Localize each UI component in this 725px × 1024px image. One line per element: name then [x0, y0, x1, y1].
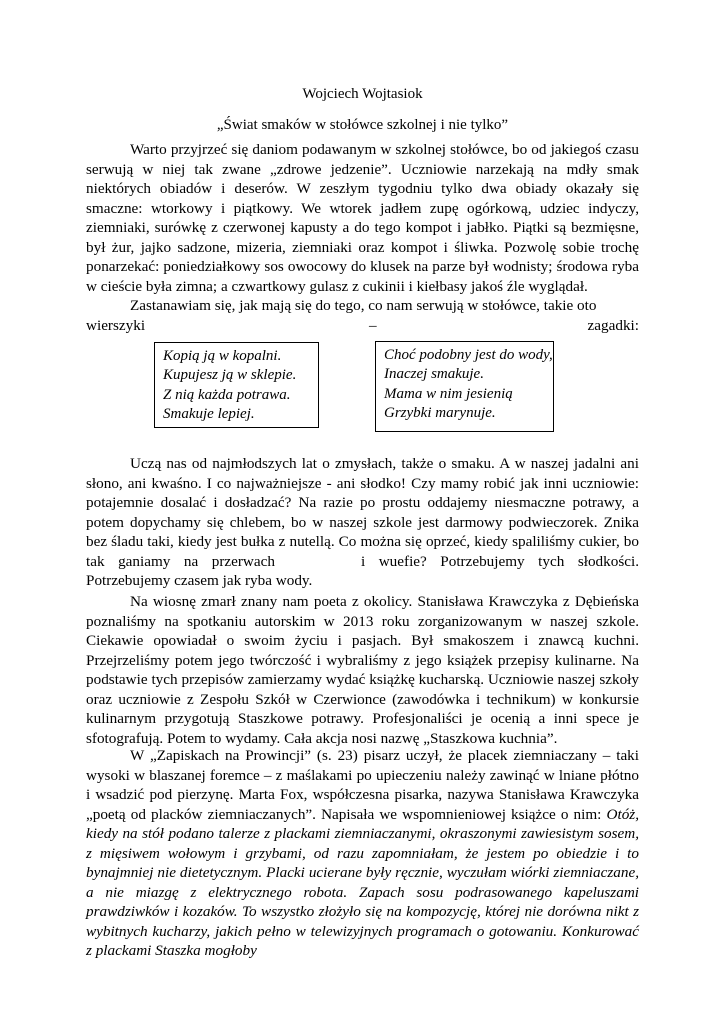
riddle-intro-dash: – [369, 317, 377, 334]
riddle-intro-line [86, 317, 639, 337]
riddle-1-line-4: Smakuje lepiej. [163, 405, 255, 422]
riddle-2-line-1: Choć podobny jest do wody, [384, 347, 553, 363]
riddle-2-line-3: Mama w nim jesienią [384, 385, 513, 402]
riddle-1-line-1: Kopią ją w kopalni. [163, 348, 282, 364]
riddle-box-vinegar [375, 341, 554, 432]
paragraph-1: Warto przyjrzeć się daniom podawanym w szkolnej stołówce, bo od jakiegoś czasu serwują w niej tak zwane „zdrowe jedzenie”. Uczniowie narzekają na mdły smak niektórych obiadów i deserów. W zeszłym tygodniu tylko dwa obiady okazały się smaczne: wtorkowy i piątkowy. We wtorek jadłem zupę ogórkową, udziec indyczy, ziemniaki, surówkę z czerwonej kapusty a do tego kompot i jabłko. Piątki są bezmięsne, był żur, jajko sadzone, mizeria, ziemniaki oraz kompot i śliwka. Pozwolę sobie trochę ponarzekać: poniedziałkowy sos owocowy do klusek na parze był wodnisty; środowa ryba w cieście była zimna; a czwartkowy gulasz z cukinii i kiełbasy jakoś źle wyglądał. [86, 141, 639, 295]
riddle-2-line-4: Grzybki marynuje. [384, 404, 496, 421]
paragraph-2: Zastanawiam się, jak mają się do tego, co nam serwują w stołówce, takie oto [130, 297, 597, 314]
riddle-1-line-3: Z nią każda potrawa. [163, 386, 291, 403]
paragraph-3-part-a: Uczą nas od najmłodszych lat o zmysłach, także o smaku. A w naszej jadalni ani słono, ani kwaśno. I co najważniejsze - ani słodko! Czy mamy robić jak inni uczniowie: potajemnie dosalać i dosładzać? Na razie po prostu oddajemy niesmaczne potrawy, a potem dopychamy się chlebem, bo w naszej szkole jest darmowy podwieczorek. Znika bez śladu taki, kiedy jest bułka z nutellą. Co można się oprzeć, kiedy spaliliśmy cukier, bo tak ganiamy na przerwach [86, 455, 639, 570]
article-title: „Świat smaków w stołówce szkolnej i nie tylko” [216, 117, 509, 133]
riddle-intro-left: wierszyki [86, 317, 146, 334]
paragraph-3 [86, 454, 639, 591]
riddle-box-salt [154, 342, 319, 428]
paragraph-5-quote: Otóż, kiedy na stół podano talerze z plackami ziemniaczanymi, okraszonymi zawiesistym sosem, z mięsiwem wołowym i grzybami, od razu zapomniałam, że jestem po obiedzie i to bynajmniej nie dietetycznym. Placki ucierane były ręcznie, wyczułam wiórki ziemniaczane, a nie miazgę z elektrycznego robota. Zapach sosu podrasowanego kapeluszami prawdziwków i kozaków. To wszystko złożyło się na kompozycję, której nie dorówna nikt z wybitnych kucharzy, jakich pełno w telewizyjnych programach o gotowaniu. Konkurować z plackami Staszka mogłoby [86, 805, 639, 959]
riddle-2-line-2: Inaczej smakuje. [384, 366, 484, 383]
paragraph-4: Na wiosnę zmarł znany nam poeta z okolicy. Stanisława Krawczyka z Dębieńska poznaliśmy na spotkaniu autorskim w 2013 roku zorganizowanym w naszej szkole. Ciekawie opowiadał o swoim życiu i pasjach. Był smakoszem i znawcą kuchni. Przejrzeliśmy potem jego twórczość i wybraliśmy z jego książek przepisy kulinarne. Na podstawie tych przepisów zamierzamy wydać książkę kucharską. Uczniowie naszej szkoły oraz uczniowie z Zespołu Szkół w Czerwionce (zawodówka i technikum) w konkursie kulinarnym przygotują Staszkowe potrawy. Profesjonaliści je ocenią a inni spece je sfotografują. Potem to wydamy. Cała akcja nosi nazwę „Staszkowa kuchnia”. [86, 593, 639, 747]
author-name: Wojciech Wojtasiok [302, 86, 423, 102]
paragraph-5 [86, 746, 639, 961]
riddle-1-line-2: Kupujesz ją w sklepie. [163, 367, 297, 384]
riddle-intro-right: zagadki: [587, 317, 639, 334]
paragraph-5-part-a: W „Zapiskach na Prowincji” (s. 23) pisarz uczył, że placek ziemniaczany – taki wysoki w blaszanej foremce – z maślakami po upieczeniu należy zawinąć w lniane płótno i wsadzić pod pierzynę. Marta Fox, współczesna pisarka, nazywa Stanisława Krawczyka „poetą od placków ziemniaczanych”. Napisała we wspomnieniowej książce o nim: [86, 747, 639, 823]
paragraph-3-part-b: i wuefie? Potrzebujemy tych słodkości. Potrzebujemy czasem jak ryba wody. [86, 552, 639, 589]
